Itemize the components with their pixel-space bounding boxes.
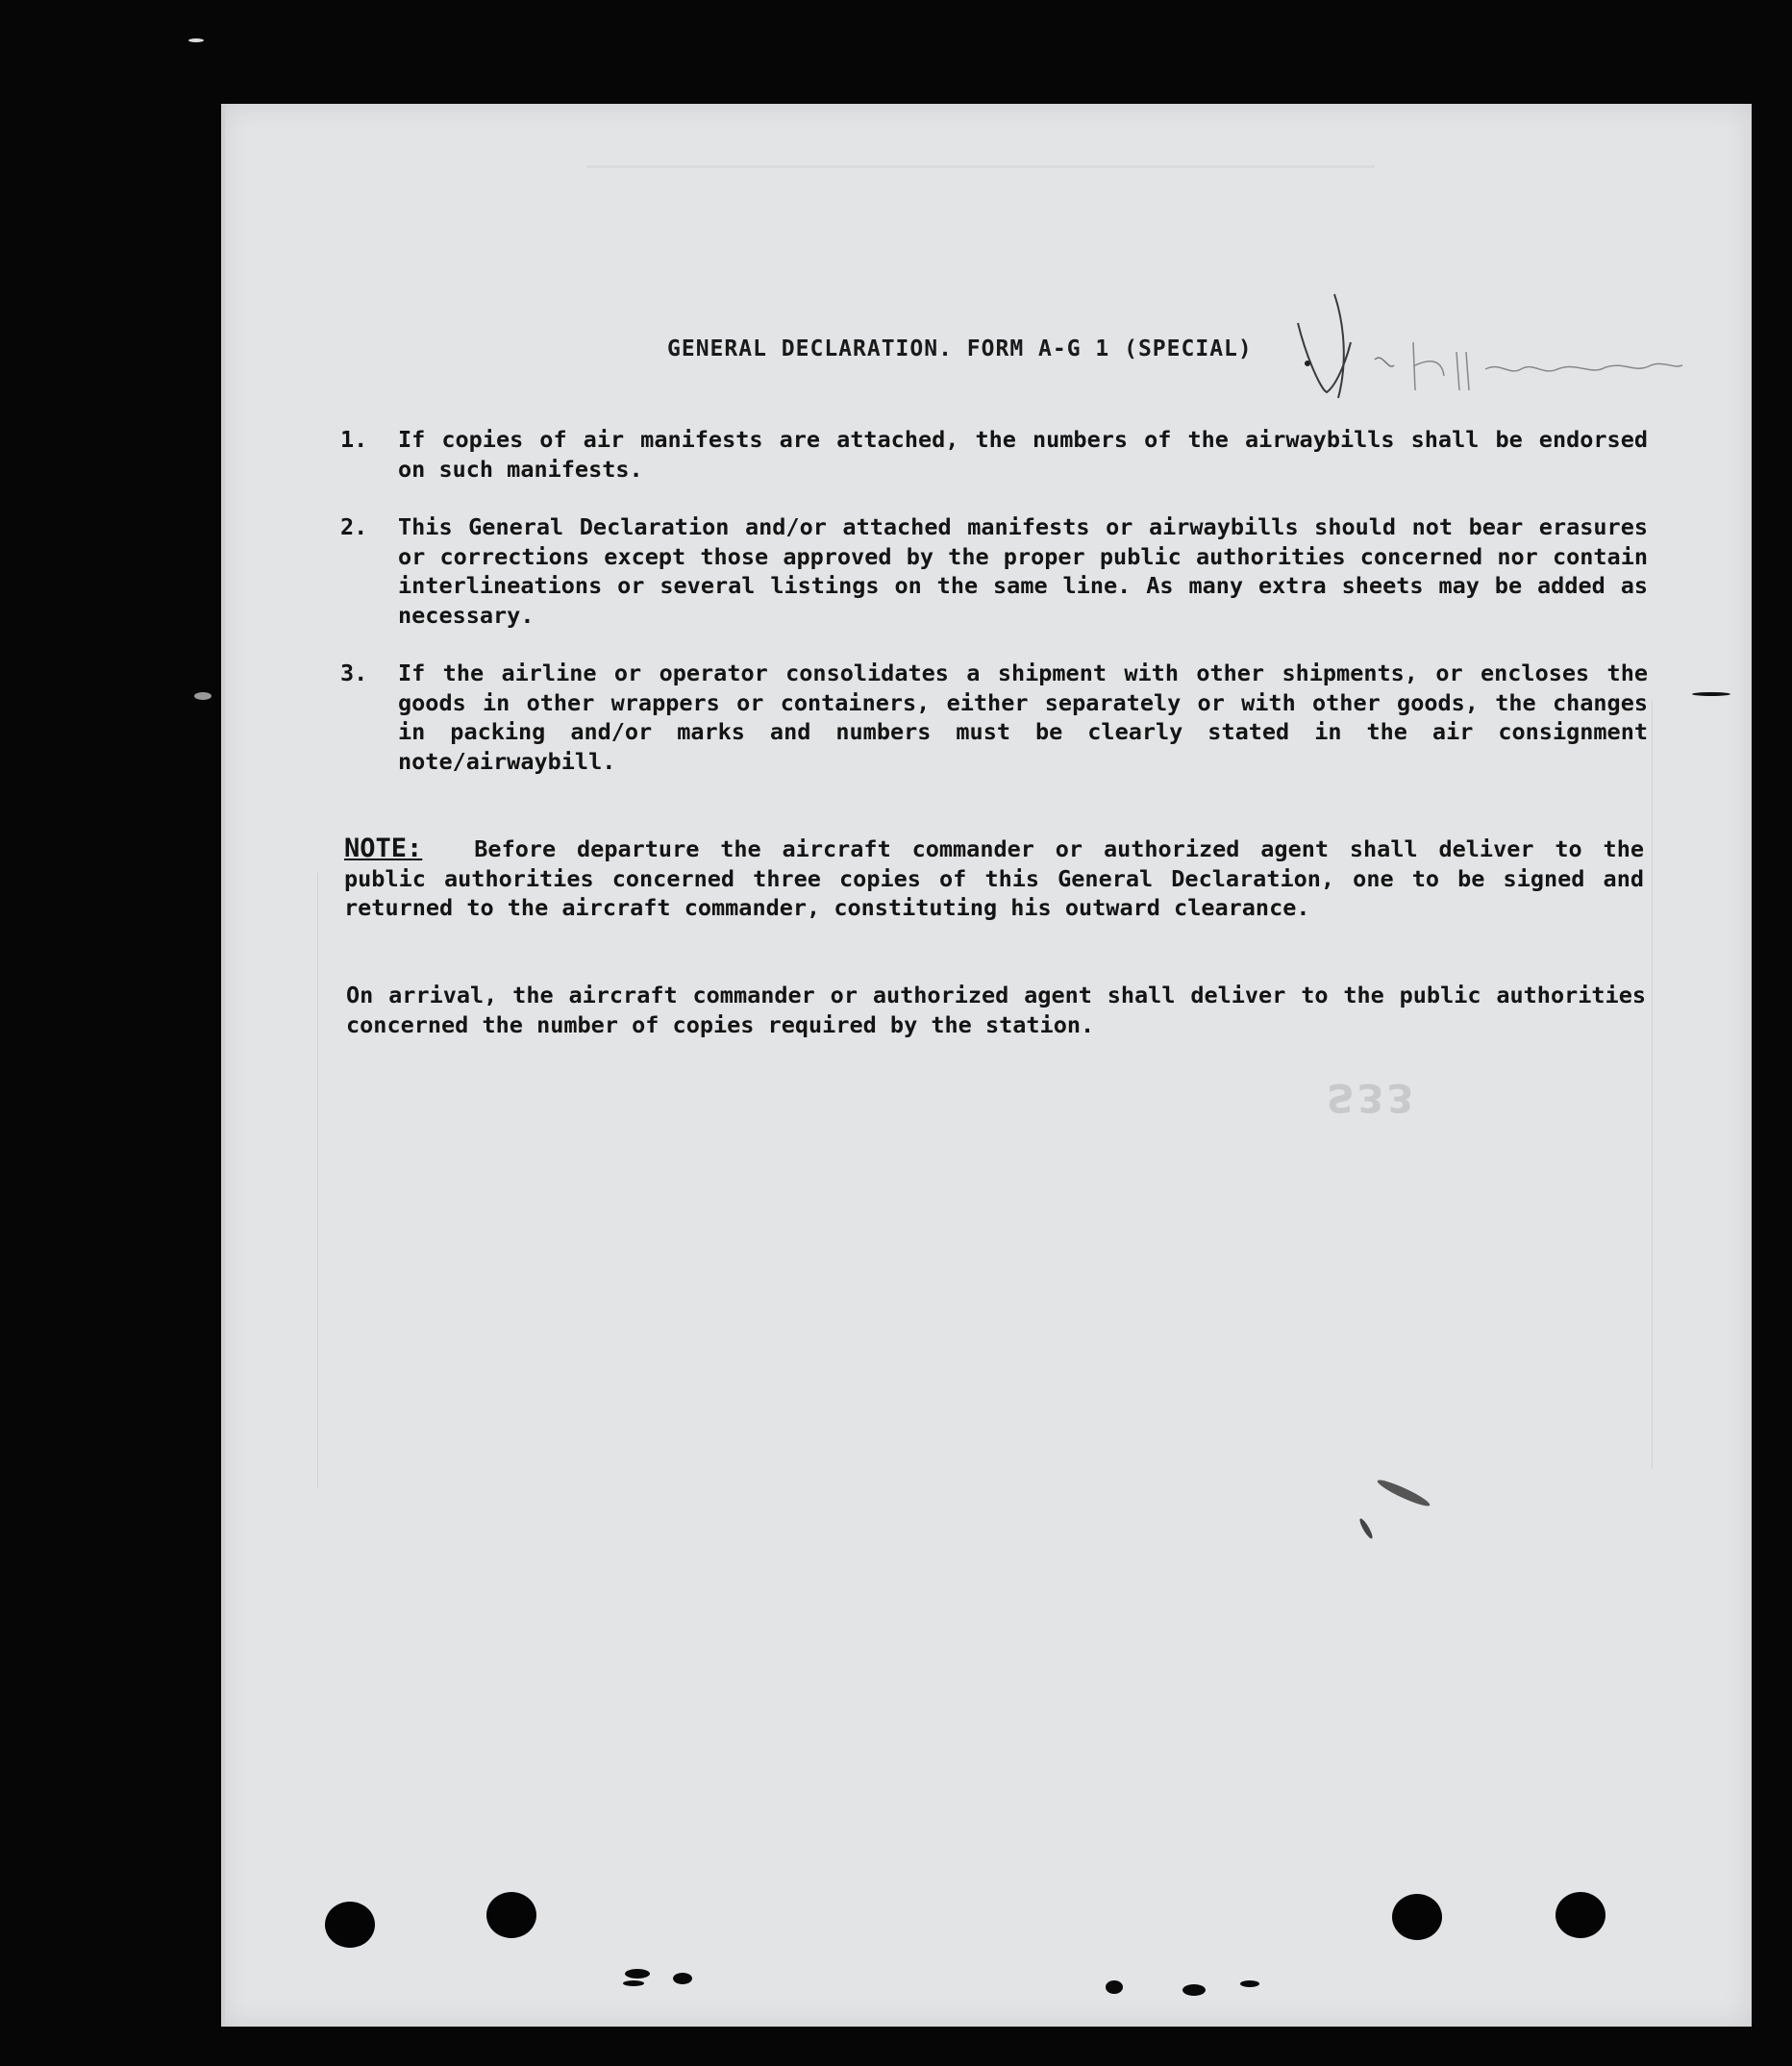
- document-page: [221, 104, 1752, 2027]
- punch-hole: [1556, 1892, 1605, 1938]
- item-number: 2.: [340, 513, 368, 540]
- ink-smudge: [1357, 1517, 1374, 1540]
- bleed-through-rule: [317, 873, 318, 1488]
- ink-speck: [1240, 1980, 1259, 1987]
- item-number: 3.: [340, 660, 368, 686]
- punch-hole: [1392, 1894, 1442, 1940]
- item-text: This General Declaration and/or attached manifests or airwaybills should not bear erasures or corrections except those approved by the proper public authorities concerned nor contain interlineations or several listings on the same line. As many extra sheets may be added as necessary.: [398, 513, 1648, 629]
- note-text: Before departure the aircraft commander or authorized agent shall deliver to the public authorities concerned three copies of this General Declaration, one to be signed and returned to the aircraft commander, constituting his outward clearance.: [344, 835, 1644, 921]
- scan-speck: [194, 692, 212, 700]
- ink-smudge: [1376, 1477, 1432, 1509]
- arrival-paragraph: On arrival, the aircraft commander or authorized agent shall deliver to the public authorities concerned the number of copies required by the station.: [346, 982, 1646, 1038]
- scan-edge: [221, 104, 225, 2027]
- bleed-through-rule: [1652, 700, 1653, 1469]
- bleed-through-stamp: S33: [1327, 1075, 1417, 1119]
- note-label: NOTE:: [344, 834, 423, 863]
- ink-speck: [1182, 1984, 1206, 1996]
- punch-hole: [325, 1902, 375, 1948]
- note-paragraph: [344, 834, 1644, 923]
- scan-speck: [1692, 692, 1730, 696]
- handwritten-signature: [1269, 285, 1750, 429]
- bleed-through-line: [586, 165, 1375, 168]
- scan-speck: [188, 38, 204, 42]
- form-title: GENERAL DECLARATION. FORM A-G 1 (SPECIAL): [667, 336, 1253, 361]
- ink-speck: [673, 1973, 692, 1984]
- ink-speck: [623, 1980, 644, 1986]
- ink-speck: [625, 1969, 650, 1979]
- punch-hole: [486, 1892, 536, 1938]
- item-number: 1.: [340, 426, 368, 453]
- item-text: If the airline or operator consolidates a shipment with other shipments, or encloses the goods in other wrappers or containers, either separately or with other goods, the changes in packing and/or marks and numbers must be clearly stated in the air consignment note/airwaybill.: [398, 660, 1648, 775]
- ink-speck: [1106, 1980, 1123, 1994]
- item-text: If copies of air manifests are attached, the numbers of the airwaybills shall be endorsed on such manifests.: [398, 426, 1648, 483]
